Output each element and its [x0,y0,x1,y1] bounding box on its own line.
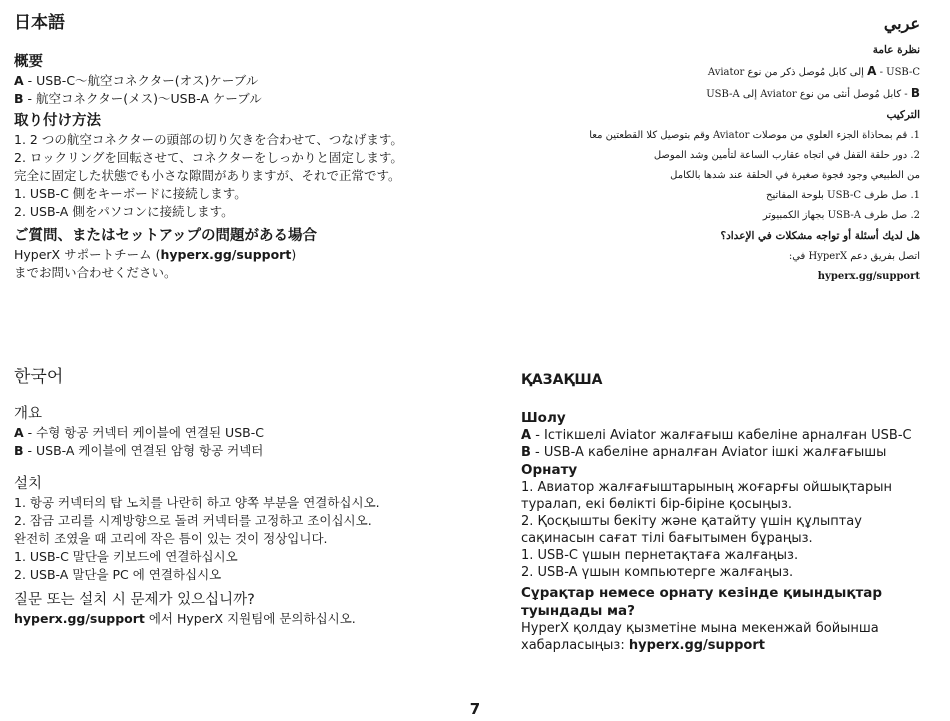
arabic-step: 1. صل طرف USB-C بلوحة المفاتيح [766,190,920,201]
item-a-text: - 수형 항공 커넥터 케이블에 연결된 USB-C [23,425,264,440]
support-link[interactable]: hyperx.gg/support [160,247,292,262]
japanese-step: 完全に固定した状態でも小さな隙間がありますが、それで正常です。 [14,168,401,183]
kazakh-step: 1. USB-C үшын пернетақтаға жалғаңыз. [521,548,799,563]
arabic-item-a [480,61,920,83]
support-link[interactable]: hyperx.gg/support [628,638,765,653]
korean-questions-heading: 질문 또는 설치 시 문제가 있으십니까? [14,592,255,608]
item-a-letter: A [521,428,532,443]
korean-step: 1. 항공 커넥터의 탑 노치를 나란히 하고 양쪽 부분을 연결하십시오. [14,495,380,510]
kazakh-step: 2. USB-A үшын компьютерге жалғаңыз. [521,565,794,580]
arabic-step: 2. صل طرف USB-A بجهاز الكمبيوتر [762,210,920,221]
korean-step: 1. USB-C 말단을 키보드에 연결하십시오 [14,549,238,564]
korean-item-a [14,424,484,442]
arabic-step: 2. دور حلقة القفل في اتجاه عقارب الساعة لتأمين وشد الموصل [653,150,920,161]
korean-overview-heading: 개요 [14,406,43,422]
korean-step: 2. USB-A 말단을 PC 에 연결하십시오 [14,567,222,582]
kazakh-questions-heading: Сұрақтар немесе орнату кезінде қиындықтар туындады ма? [521,585,883,619]
support-link[interactable]: hyperx.gg/support [14,611,145,626]
contact-text: HyperX қолдау қызметіне мына мекенжай бойынша хабарласыңыз: [521,621,879,653]
arabic-section [480,12,920,287]
kazakh-item-b [521,444,936,461]
item-a-text: - Істікшелі Aviator жалғағыш кабеліне арналған USB-C [531,428,912,443]
arabic-item-b [480,83,920,105]
page-number: 7 [469,700,481,718]
contact-suffix: ) [291,247,297,262]
kazakh-install-heading: Орнату [521,462,578,478]
japanese-step: 1. USB-C 側をキーボードに接続します。 [14,186,247,201]
item-b-text: - 航空コネクター(メス)〜USB-A ケーブル [23,91,262,106]
korean-step: 완전히 조였을 때 고리에 작은 틈이 있는 것이 정상입니다. [14,531,328,546]
arabic-overview-heading: نظرة عامة [872,44,920,56]
korean-section [14,366,484,628]
arabic-title: عربي [883,14,920,33]
item-b-text: - USB-A кабеліне арналған Aviator ішкі жалғағышы [530,445,887,460]
korean-title: 한국어 [14,367,64,387]
korean-contact-line [14,610,484,628]
item-a-text: - USB-C〜航空コネクター(オス)ケーブル [23,73,259,88]
kazakh-step: 2. Қосқышты бекіту және қатайту үшін құлыптау сақинасын сағат тілі бағытымен бұраңыз. [521,514,862,546]
contact-prefix: HyperX サポートチーム ( [14,247,161,262]
item-b-letter: B [910,86,920,100]
japanese-title: 日本語 [14,13,65,33]
japanese-item-a [14,72,484,90]
item-a-letter: A [14,425,24,440]
contact-suffix: 에서 HyperX 지원팀에 문의하십시오. [144,611,356,626]
japanese-questions-heading: ご質問、またはセットアップの問題がある場合 [14,228,318,244]
arabic-install-heading: التركيب [886,109,920,121]
japanese-contact-line [14,246,484,264]
item-a-text: - USB-C إلى كابل مُوصل ذكر من نوع Aviator [707,67,920,78]
japanese-step: 2. ロックリングを回転させて、コネクターをしっかりと固定します。 [14,150,403,165]
japanese-contact-line-2: までお問い合わせください。 [14,265,177,280]
arabic-step: 1. قم بمحاذاة الجزء العلوي من موصلات Aviator وقم بتوصيل كلا القطعتين معا [589,130,920,141]
japanese-item-b [14,90,484,108]
support-link[interactable]: hyperx.gg/support [817,271,920,282]
japanese-section [14,12,484,282]
korean-install-heading: 설치 [14,476,43,492]
japanese-overview-heading: 概要 [14,54,43,70]
kazakh-overview-heading: Шолу [521,410,566,426]
item-a-letter: A [867,64,877,78]
arabic-step: من الطبيعي وجود فجوة صغيرة في الحلقة عند شدها بالكامل [670,170,920,181]
item-b-text: - USB-A 케이블에 연결된 암형 항공 커넥터 [23,443,264,458]
item-b-text: - كابل مُوصل أنثى من نوع Aviator إلى USB-A [706,89,911,100]
item-a-letter: A [14,73,24,88]
japanese-step: 2. USB-A 側をパソコンに接続します。 [14,204,234,219]
arabic-contact-line: اتصل بفريق دعم HyperX في: [788,251,920,262]
kazakh-item-a [521,427,936,444]
item-b-letter: B [521,445,531,460]
japanese-install-heading: 取り付け方法 [14,113,101,129]
korean-item-b [14,442,484,460]
korean-step: 2. 잠금 고리를 시계방향으로 돌려 커넥터를 고정하고 조이십시오. [14,513,372,528]
arabic-questions-heading: هل لديك أسئلة أو تواجه مشكلات في الإعداد؟ [720,230,920,242]
item-b-letter: B [14,91,24,106]
kazakh-step: 1. Авиатор жалғағыштарының жоғарғы ойшықтарын туралап, екі бөлікті бір-біріне қосыңыз. [521,480,893,512]
kazakh-section [521,369,936,654]
japanese-step: 1. 2 つの航空コネクターの頭部の切り欠きを合わせて、つなげます。 [14,132,403,147]
item-b-letter: B [14,443,24,458]
kazakh-title: ҚАЗАҚША [521,372,603,388]
kazakh-contact-line [521,620,936,654]
